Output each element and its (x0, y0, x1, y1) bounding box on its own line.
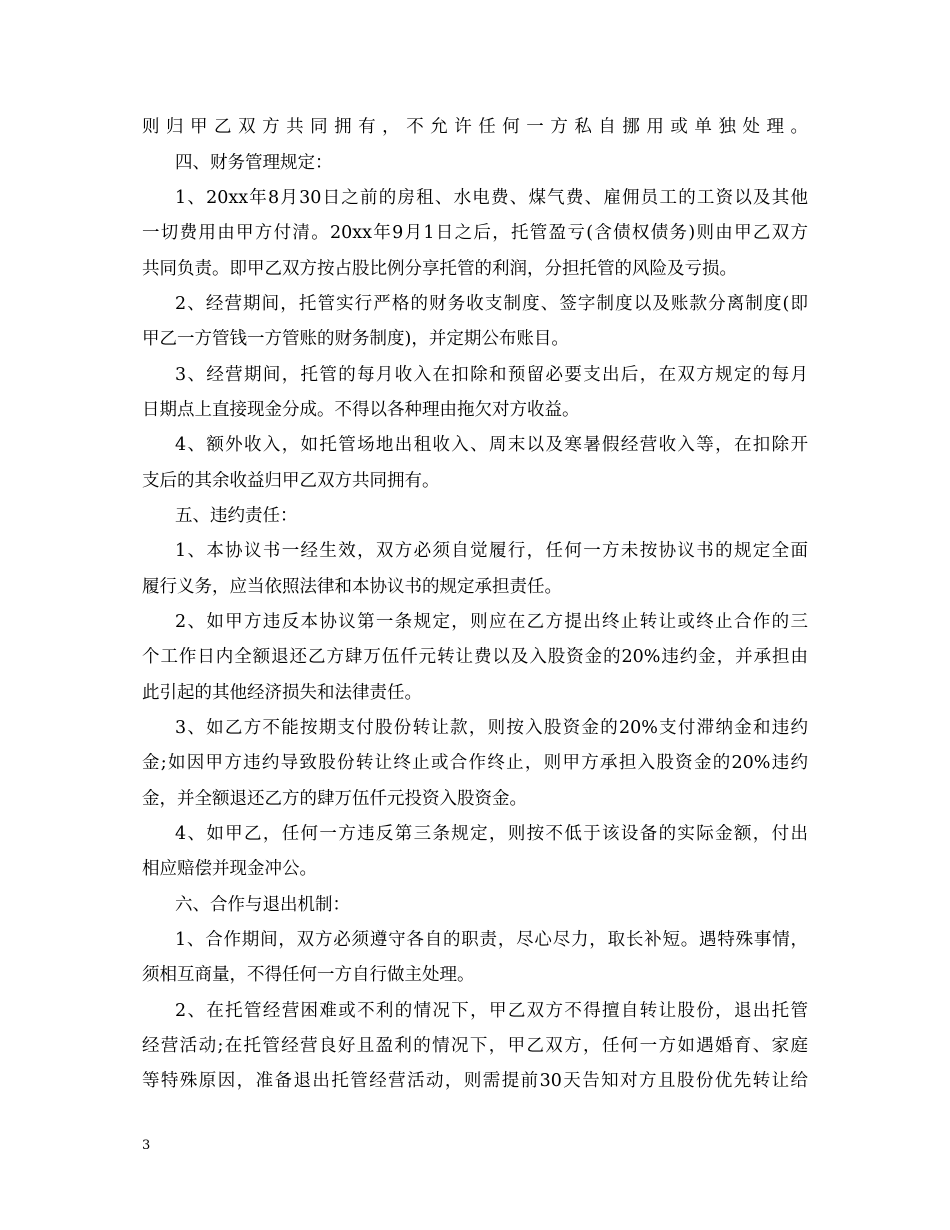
body-line: 3、如乙方不能按期支付股份转让款，则按入股资金的20%支付滞纳金和违约 (175, 718, 808, 738)
body-line: 金，并全额退还乙方的肆万伍仟元投资入股资金。 (142, 789, 527, 809)
body-line: 此引起的其他经济损失和法律责任。 (142, 683, 422, 703)
body-line: 2、经营期间，托管实行严格的财务收支制度、签字制度以及账款分离制度(即 (175, 294, 808, 314)
body-line: 经营活动;在托管经营良好且盈利的情况下，甲乙双方，任何一方如遇婚育、家庭 (142, 1036, 808, 1056)
body-line: 2、在托管经营困难或不利的情况下，甲乙双方不得擅自转让股份，退出托管 (175, 1001, 808, 1021)
body-line: 1、合作期间，双方必须遵守各自的职责，尽心尽力，取长补短。遇特殊事情， (175, 930, 808, 950)
body-line: 支后的其余收益归甲乙双方共同拥有。 (142, 471, 440, 491)
body-line: 1、本协议书一经生效，双方必须自觉履行，任何一方未按协议书的规定全面 (175, 541, 808, 561)
body-line: 4、如甲乙，任何一方违反第三条规定，则按不低于该设备的实际金额，付出 (175, 824, 808, 844)
body-line: 履行义务，应当依照法律和本协议书的规定承担责任。 (142, 577, 562, 597)
body-line: 日期点上直接现金分成。不得以各种理由拖欠对方收益。 (142, 400, 580, 420)
body-line: 甲乙一方管钱一方管账的财务制度)，并定期公布账目。 (142, 329, 569, 349)
body-line: 3、经营期间，托管的每月收入在扣除和预留必要支出后，在双方规定的每月 (175, 365, 808, 385)
section-heading: 六、合作与退出机制： (175, 895, 350, 915)
body-line: 须相互商量，不得任何一方自行做主处理。 (142, 965, 475, 985)
body-line: 2、如甲方违反本协议第一条规定，则应在乙方提出终止转让或终止合作的三 (175, 612, 808, 632)
body-line: 共同负责。即甲乙双方按占股比例分享托管的利润，分担托管的风险及亏损。 (142, 259, 737, 279)
body-line: 金;如因甲方违约导致股份转让终止或合作终止，则甲方承担入股资金的20%违约 (142, 753, 808, 773)
body-line: 一切费用由甲方付清。20xx年9月1日之后，托管盈亏(含债权债务)则由甲乙双方 (142, 223, 808, 243)
body-line: 个工作日内全额退还乙方肆万伍仟元转让费以及入股资金的20%违约金，并承担由 (142, 647, 808, 667)
body-line: 4、额外收入，如托管场地出租收入、周末以及寒暑假经营收入等，在扣除开 (175, 435, 808, 455)
section-heading: 四、财务管理规定： (175, 153, 333, 173)
page-number: 3 (142, 1138, 151, 1153)
body-line: 1、20xx年8月30日之前的房租、水电费、煤气费、雇佣员工的工资以及其他 (175, 188, 808, 208)
body-line: 则归甲乙双方共同拥有，不允许任何一方私自挪用或单独处理。 (142, 117, 808, 137)
section-heading: 五、违约责任： (175, 506, 298, 526)
body-line: 相应赔偿并现金冲公。 (142, 859, 317, 879)
body-line: 等特殊原因，准备退出托管经营活动，则需提前30天告知对方且股份优先转让给 (142, 1071, 808, 1091)
